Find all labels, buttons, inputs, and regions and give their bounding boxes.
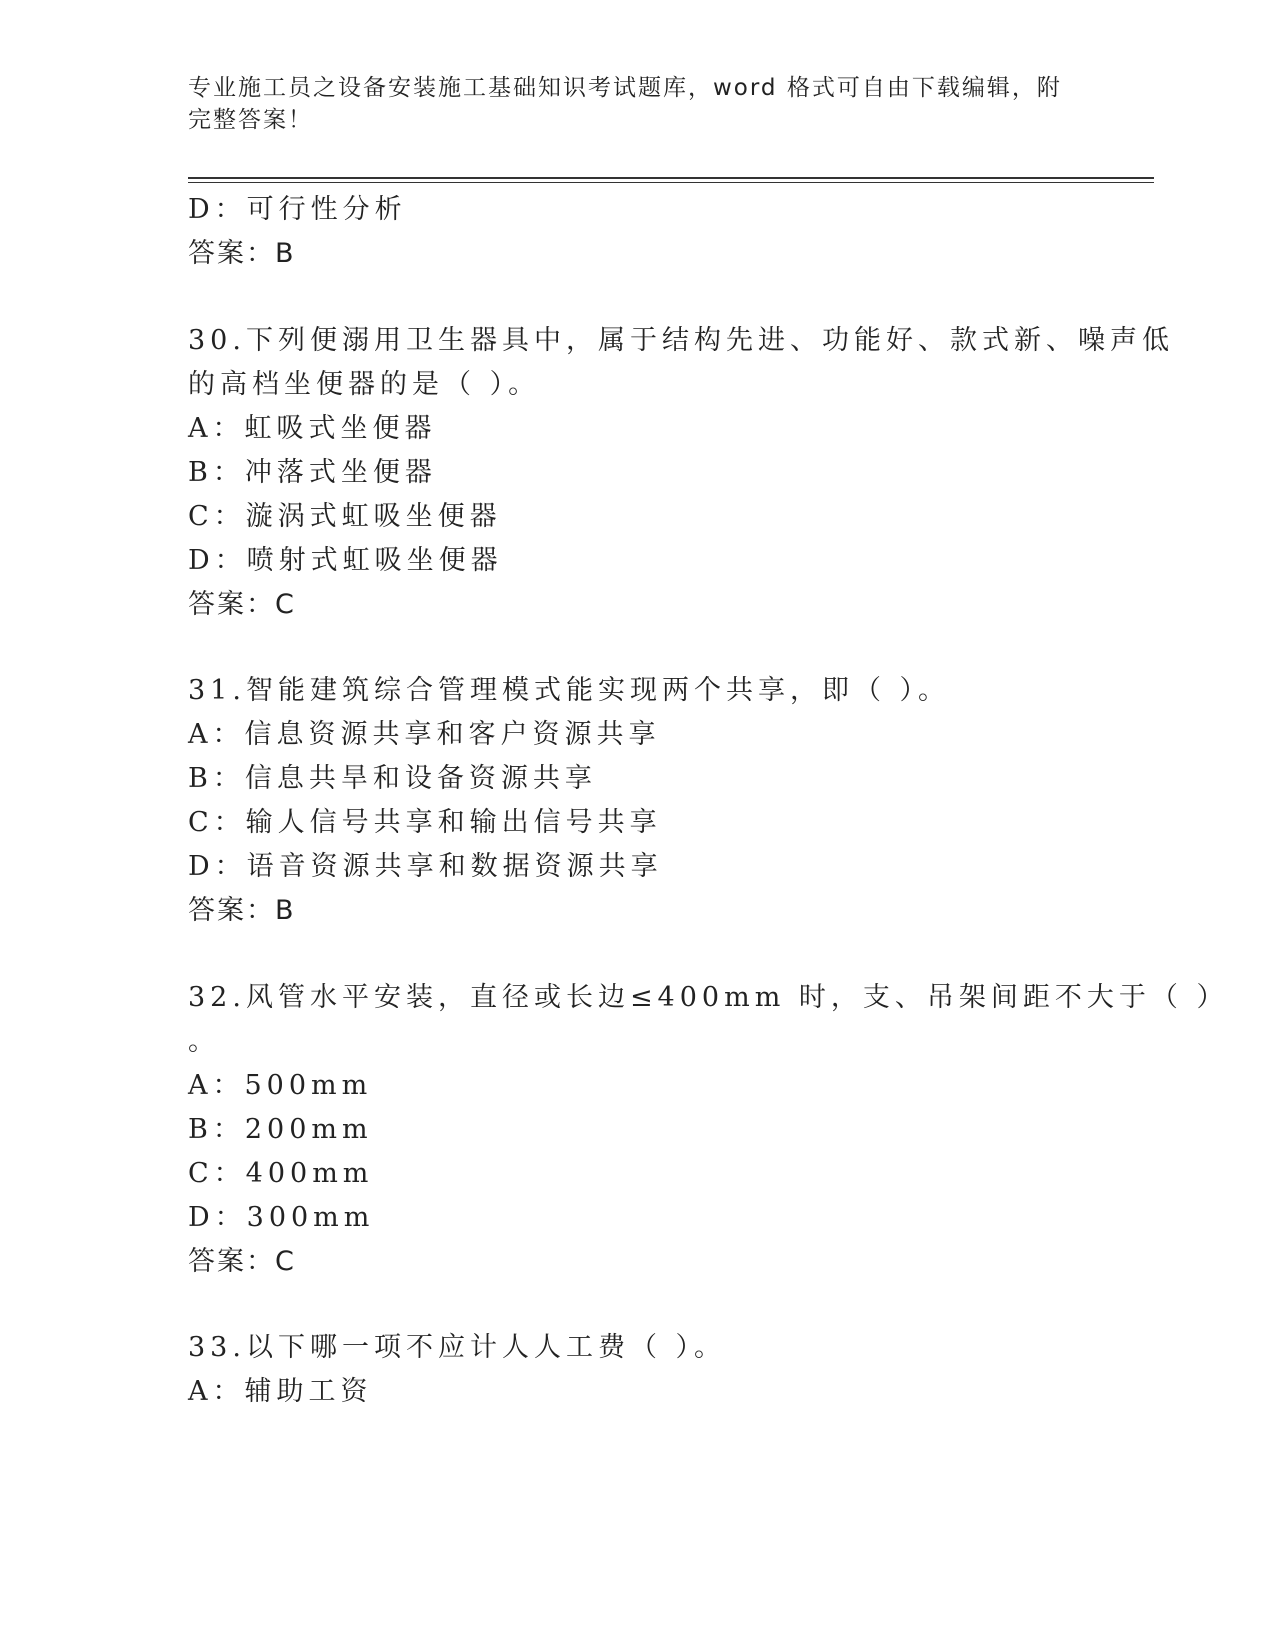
option-d: D：300mm	[188, 1202, 375, 1233]
option-a: A：信息资源共享和客户资源共享	[188, 719, 661, 750]
option-d: D：语音资源共享和数据资源共享	[188, 851, 663, 882]
option-b: B：冲落式坐便器	[188, 457, 437, 488]
option-c: C：400mm	[188, 1158, 374, 1189]
question-stem-continued: 。	[188, 1026, 220, 1057]
question-stem: 32.风管水平安装，直径或长边≤400mm 时，支、吊架间距不大于（ ）	[188, 982, 1229, 1013]
question-stem: 31.智能建筑综合管理模式能实现两个共享，即（ ）。	[188, 675, 951, 706]
answer-line: 答案：C	[188, 589, 296, 620]
option-c: C：输人信号共享和输出信号共享	[188, 807, 662, 838]
option-a: A：辅助工资	[188, 1376, 373, 1407]
question-stem-continued: 的高档坐便器的是（ ）。	[188, 369, 541, 400]
option-b: B：信息共旱和设备资源共享	[188, 763, 597, 794]
header-divider	[188, 177, 1154, 179]
option-a: A：虹吸式坐便器	[188, 413, 437, 444]
question-stem: 33.以下哪一项不应计人人工费（ ）。	[188, 1332, 727, 1363]
question-stem: 30.下列便溺用卫生器具中，属于结构先进、功能好、款式新、噪声低	[188, 325, 1174, 356]
document-header: 专业施工员之设备安装施工基础知识考试题库，word 格式可自由下载编辑，附完整答案！	[188, 75, 1062, 133]
option-d: D：喷射式虹吸坐便器	[188, 545, 503, 576]
option-c: C：漩涡式虹吸坐便器	[188, 501, 502, 532]
option-a: A：500mm	[188, 1070, 373, 1101]
answer-line: 答案：B	[188, 895, 296, 926]
header-divider-thin	[188, 182, 1154, 183]
option-b: B：200mm	[188, 1114, 373, 1145]
option-d: D：可行性分析	[188, 194, 407, 225]
answer-line: 答案：B	[188, 238, 296, 269]
answer-line: 答案：C	[188, 1246, 296, 1277]
